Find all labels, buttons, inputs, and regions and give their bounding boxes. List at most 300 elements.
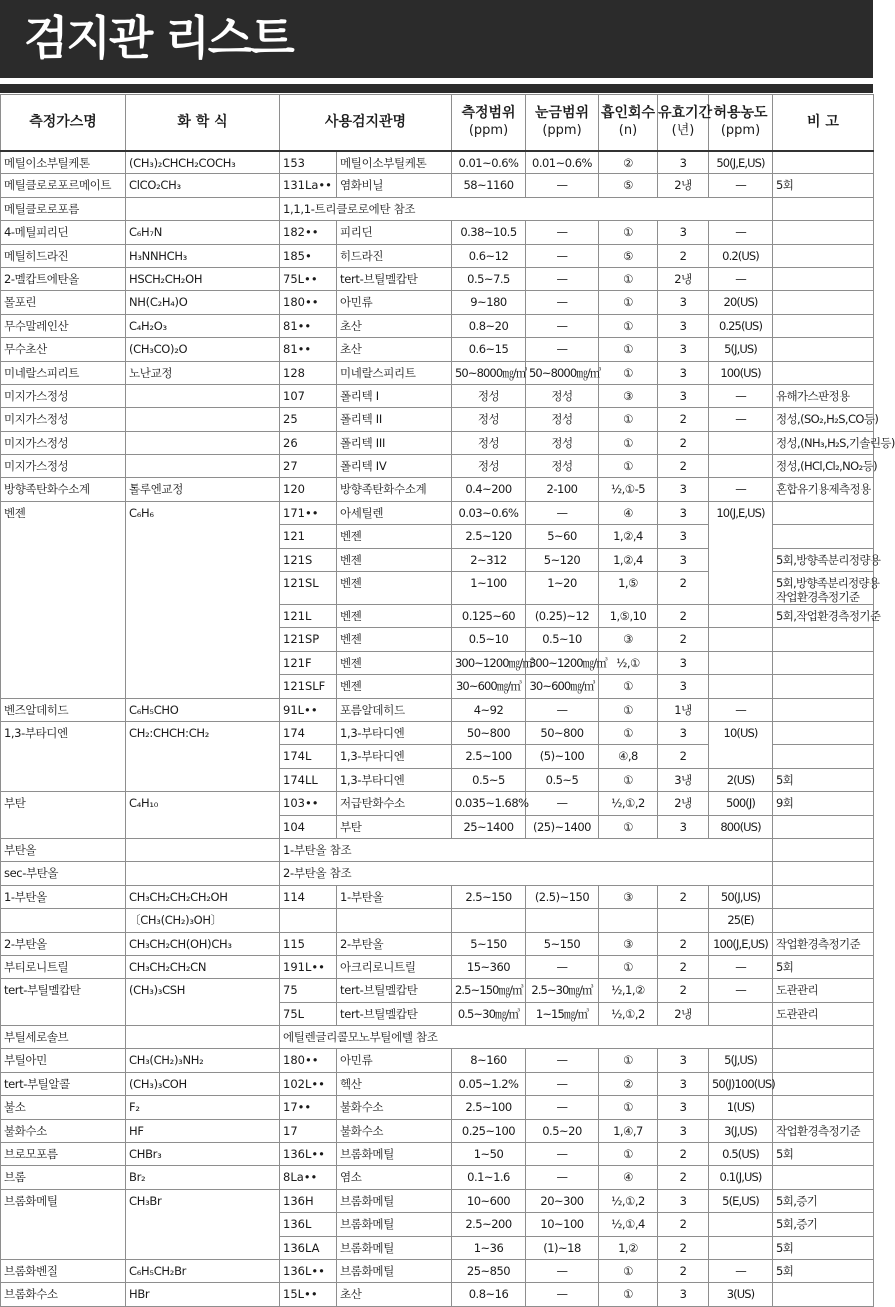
- table-row: [1, 197, 874, 220]
- tlv-cell: —: [709, 478, 773, 501]
- tube-code-cell: 180••: [280, 291, 337, 314]
- gas-name-cell: 부틸아민: [1, 1049, 126, 1072]
- shelf-life-cell: 2: [658, 1259, 709, 1282]
- tlv-cell: 50(J)100(US): [709, 1072, 773, 1095]
- gas-name-cell: 2-멜캅트에탄올: [1, 267, 126, 290]
- tube-name-cell: 폴리텍 II: [337, 408, 452, 431]
- shelf-life-cell: 2: [658, 885, 709, 908]
- gas-name-cell: 부탄올: [1, 838, 126, 861]
- range-cell: 0.38~10.5: [452, 221, 526, 244]
- gas-name-cell: 무수말레인산: [1, 314, 126, 337]
- scale-cell: 30~600㎎/㎥: [526, 675, 599, 698]
- scale-cell: —: [526, 267, 599, 290]
- strokes-cell: ④: [599, 1166, 658, 1189]
- shelf-life-cell: 2냉: [658, 174, 709, 197]
- table-row: [1, 361, 874, 384]
- remarks-cell: 작업환경측정기준: [773, 932, 874, 955]
- strokes-cell: ③: [599, 885, 658, 908]
- tube-name-cell: 아세틸렌: [337, 501, 452, 524]
- tube-code-cell: 153: [280, 151, 337, 174]
- scale-cell: (5)~100: [526, 745, 599, 768]
- range-cell: 0.05~1.2%: [452, 1072, 526, 1095]
- table-row: [1, 501, 874, 524]
- strokes-cell: ①: [599, 721, 658, 744]
- range-cell: 2.5~200: [452, 1213, 526, 1236]
- table-row: [1, 1096, 874, 1119]
- range-cell: 0.6~12: [452, 244, 526, 267]
- tube-name-cell: 염소: [337, 1166, 452, 1189]
- tlv-cell: —: [709, 408, 773, 431]
- formula-cell: HBr: [126, 1283, 280, 1306]
- range-cell: 0.25~100: [452, 1119, 526, 1142]
- gas-name-cell: 브롬: [1, 1166, 126, 1189]
- formula-cell: [126, 838, 280, 861]
- tlv-cell: 3(J,US): [709, 1119, 773, 1142]
- shelf-life-cell: 2: [658, 431, 709, 454]
- gas-name-cell: 브로모포름: [1, 1143, 126, 1166]
- strokes-cell: ①: [599, 955, 658, 978]
- shelf-life-cell: 3: [658, 291, 709, 314]
- header-tlv-unit: (ppm): [720, 123, 761, 139]
- gas-name-cell: tert-부틸알콜: [1, 1072, 126, 1095]
- tlv-cell: [709, 455, 773, 478]
- tube-code-cell: 136L••: [280, 1259, 337, 1282]
- formula-cell: C₆H₅CHO: [126, 698, 280, 721]
- shelf-life-cell: 3: [658, 1096, 709, 1119]
- range-cell: 0.6~15: [452, 338, 526, 361]
- gas-name-cell: 방향족탄화수소계: [1, 478, 126, 501]
- shelf-life-cell: 3: [658, 721, 709, 744]
- tube-code-cell: 103••: [280, 792, 337, 815]
- table-row: [1, 955, 874, 978]
- tlv-cell: 0.5(US): [709, 1143, 773, 1166]
- tube-name-cell: 1,3-부타디엔: [337, 721, 452, 744]
- formula-cell: F₂: [126, 1096, 280, 1119]
- remarks-cell: [773, 1166, 874, 1189]
- formula-cell: CH₃CH₂CH₂CH₂OH: [126, 885, 280, 908]
- range-cell: 정성: [452, 384, 526, 407]
- strokes-cell: ①: [599, 455, 658, 478]
- tlv-cell: —: [709, 698, 773, 721]
- shelf-life-cell: 2: [658, 455, 709, 478]
- formula-cell: (CH₃)₃COH: [126, 1072, 280, 1095]
- formula-cell: [126, 431, 280, 454]
- table-row: [1, 979, 874, 1002]
- formula-cell: [126, 408, 280, 431]
- formula-cell: HF: [126, 1119, 280, 1142]
- range-cell: 0.01~0.6%: [452, 151, 526, 174]
- range-cell: 1~100: [452, 572, 526, 605]
- scale-cell: (0.25)~12: [526, 605, 599, 628]
- tube-name-cell: 헥산: [337, 1072, 452, 1095]
- remarks-cell: 5회,증기: [773, 1213, 874, 1236]
- remarks-line: 작업환경측정기준: [776, 590, 860, 605]
- scale-cell: —: [526, 792, 599, 815]
- table-row: [1, 455, 874, 478]
- tlv-cell: 2(US): [709, 768, 773, 791]
- strokes-cell: ①: [599, 1283, 658, 1306]
- shelf-life-cell: 3: [658, 675, 709, 698]
- tlv-cell: 100(J,E,US): [709, 932, 773, 955]
- scale-cell: 2.5~30㎎/㎥: [526, 979, 599, 1002]
- tube-code-cell: 128: [280, 361, 337, 384]
- strokes-cell: 1,⑤,10: [599, 605, 658, 628]
- scale-cell: —: [526, 314, 599, 337]
- scale-cell: —: [526, 1166, 599, 1189]
- scale-cell: 정성: [526, 455, 599, 478]
- table-row: [1, 1026, 874, 1049]
- scale-cell: 10~100: [526, 1213, 599, 1236]
- tlv-cell: [709, 628, 773, 651]
- shelf-life-cell: 2냉: [658, 1002, 709, 1025]
- header-tlv: [709, 95, 773, 151]
- tube-name-cell: 아민류: [337, 291, 452, 314]
- tube-code-cell: 17••: [280, 1096, 337, 1119]
- range-cell: 0.125~60: [452, 605, 526, 628]
- gas-name-cell: 2-부탄올: [1, 932, 126, 955]
- remarks-cell: [773, 501, 874, 524]
- remarks-cell: [773, 525, 874, 548]
- tube-name-cell: 피리딘: [337, 221, 452, 244]
- tube-name-cell: 불화수소: [337, 1096, 452, 1119]
- tlv-cell: —: [709, 174, 773, 197]
- table-row: [1, 1166, 874, 1189]
- tube-code-cell: 136L: [280, 1213, 337, 1236]
- remarks-cell: [773, 314, 874, 337]
- remarks-cell: [773, 815, 874, 838]
- remarks-cell: 정성,(NH₃,H₂S,기솔린등): [773, 431, 874, 454]
- scale-cell: 0.5~20: [526, 1119, 599, 1142]
- header-scale-unit: (ppm): [542, 123, 582, 139]
- header-strokes-label: 흡인회수: [600, 105, 656, 122]
- scale-cell: (25)~1400: [526, 815, 599, 838]
- table-row: [1, 221, 874, 244]
- shelf-life-cell: 2: [658, 1143, 709, 1166]
- header-shelf-label: 유효기간: [658, 105, 713, 122]
- scale-cell: 2-100: [526, 478, 599, 501]
- tube-name-cell: 벤젠: [337, 572, 452, 605]
- table-row: [1, 291, 874, 314]
- formula-cell: CH₃Br: [126, 1189, 280, 1259]
- header-gas-name: 측정가스명: [1, 95, 126, 151]
- scale-cell: [526, 909, 599, 932]
- header-range: [452, 95, 526, 151]
- tlv-cell: [709, 675, 773, 698]
- formula-cell: CH₃CH₂CH₂CN: [126, 955, 280, 978]
- table-row: [1, 1189, 874, 1212]
- tube-name-cell: 불화수소: [337, 1119, 452, 1142]
- strokes-cell: ①: [599, 267, 658, 290]
- scale-cell: 5~150: [526, 932, 599, 955]
- tube-code-cell: 25: [280, 408, 337, 431]
- tlv-cell: 5(J,US): [709, 338, 773, 361]
- formula-cell: CH₂:CHCH:CH₂: [126, 721, 280, 791]
- tube-name-cell: 폴리텍 III: [337, 431, 452, 454]
- remarks-cell: 정성,(SO₂,H₂S,CO등): [773, 408, 874, 431]
- gas-name-cell: 미지가스정성: [1, 431, 126, 454]
- gas-name-cell: 메틸클로로포름: [1, 197, 126, 220]
- shelf-life-cell: 3: [658, 384, 709, 407]
- strokes-cell: [599, 909, 658, 932]
- gas-name-cell: 미지가스정성: [1, 384, 126, 407]
- table-row: [1, 885, 874, 908]
- strokes-cell: ⑤: [599, 244, 658, 267]
- tlv-cell: [709, 605, 773, 628]
- range-cell: 1~50: [452, 1143, 526, 1166]
- range-cell: 0.4~200: [452, 478, 526, 501]
- gas-name-cell: 불소: [1, 1096, 126, 1119]
- scale-cell: 정성: [526, 384, 599, 407]
- shelf-life-cell: 3: [658, 478, 709, 501]
- remarks-cell: [773, 197, 874, 220]
- range-cell: 0.5~10: [452, 628, 526, 651]
- shelf-life-cell: 3: [658, 314, 709, 337]
- scale-cell: 0.5~10: [526, 628, 599, 651]
- header-shelf: [658, 95, 713, 151]
- strokes-cell: ③: [599, 628, 658, 651]
- scale-cell: (1)~18: [526, 1236, 599, 1259]
- formula-cell: CH₃CH₂CH(OH)CH₃: [126, 932, 280, 955]
- formula-cell: C₆H₅CH₂Br: [126, 1259, 280, 1282]
- header-rule: [0, 84, 873, 93]
- tube-code-cell: 136L••: [280, 1143, 337, 1166]
- shelf-life-cell: 3: [658, 548, 709, 571]
- remarks-cell: [773, 721, 874, 744]
- range-cell: [452, 909, 526, 932]
- scale-cell: —: [526, 1072, 599, 1095]
- strokes-cell: 1,②: [599, 1236, 658, 1259]
- tube-code-cell: 115: [280, 932, 337, 955]
- shelf-life-cell: 2냉: [658, 792, 709, 815]
- tube-name-cell: 초산: [337, 338, 452, 361]
- strokes-cell: ①: [599, 675, 658, 698]
- remarks-cell: [773, 1026, 874, 1049]
- shelf-life-cell: [658, 909, 709, 932]
- remarks-cell: 정성,(HCl,Cl₂,NO₂등): [773, 455, 874, 478]
- table-row: [1, 1283, 874, 1306]
- tlv-cell: 10(US): [709, 721, 773, 768]
- range-cell: 2.5~100: [452, 1096, 526, 1119]
- gas-name-cell: 무수초산: [1, 338, 126, 361]
- scale-cell: —: [526, 1049, 599, 1072]
- tube-code-cell: 136H: [280, 1189, 337, 1212]
- shelf-life-cell: 3: [658, 361, 709, 384]
- remarks-cell: 5회,방향족분리정량용: [773, 548, 874, 571]
- table-row: [1, 174, 874, 197]
- tube-name-cell: 벤젠: [337, 605, 452, 628]
- range-cell: 4~92: [452, 698, 526, 721]
- scale-cell: —: [526, 698, 599, 721]
- tlv-cell: —: [709, 221, 773, 244]
- tube-name-cell: tert-브틸멜캅탄: [337, 979, 452, 1002]
- tlv-cell: 25(E): [709, 909, 773, 932]
- tube-name-cell: 브롬화메틸: [337, 1236, 452, 1259]
- header-scale-label: 눈금범위: [534, 105, 590, 122]
- table-row: [1, 721, 874, 744]
- strokes-cell: ½,①: [599, 651, 658, 674]
- tube-name-cell: 초산: [337, 314, 452, 337]
- strokes-cell: ①: [599, 1049, 658, 1072]
- gas-name-cell: 미지가스정성: [1, 455, 126, 478]
- tube-name-cell: 폴리텍 I: [337, 384, 452, 407]
- remarks-cell: [773, 244, 874, 267]
- range-cell: 0.8~20: [452, 314, 526, 337]
- tube-code-cell: 174L: [280, 745, 337, 768]
- tube-code-cell: 91L••: [280, 698, 337, 721]
- table-row: [1, 698, 874, 721]
- gas-name-cell: 부틸세로솔브: [1, 1026, 126, 1049]
- formula-cell: C₆H₇N: [126, 221, 280, 244]
- tube-code-cell: 174LL: [280, 768, 337, 791]
- tube-name-cell: [337, 909, 452, 932]
- strokes-cell: 1,④,7: [599, 1119, 658, 1142]
- table-row: [1, 1072, 874, 1095]
- shelf-life-cell: 2: [658, 955, 709, 978]
- formula-cell: [126, 197, 280, 220]
- shelf-life-cell: 2: [658, 1166, 709, 1189]
- tube-code-cell: 121F: [280, 651, 337, 674]
- shelf-life-cell: 1냉: [658, 698, 709, 721]
- tlv-cell: [709, 1002, 773, 1025]
- range-cell: 30~600㎎/㎥: [452, 675, 526, 698]
- remarks-cell: [773, 338, 874, 361]
- strokes-cell: ③: [599, 384, 658, 407]
- tlv-cell: 50(J,E,US): [709, 151, 773, 174]
- shelf-life-cell: 3: [658, 1049, 709, 1072]
- shelf-life-cell: 2: [658, 1236, 709, 1259]
- formula-cell: CH₃(CH₂)₃NH₂: [126, 1049, 280, 1072]
- remarks-cell: [773, 572, 880, 605]
- shelf-life-cell: 3: [658, 1283, 709, 1306]
- tube-name-cell: 저급탄화수소: [337, 792, 452, 815]
- tlv-cell: 100(US): [709, 361, 773, 384]
- tlv-cell: 0.25(US): [709, 314, 773, 337]
- gas-name-cell: 1,3-부타디엔: [1, 721, 126, 791]
- formula-cell: 노난교정: [126, 361, 280, 384]
- tube-code-cell: 107: [280, 384, 337, 407]
- header-remarks: 비 고: [773, 95, 874, 151]
- strokes-cell: ①: [599, 221, 658, 244]
- tlv-cell: 5(J,US): [709, 1049, 773, 1072]
- tlv-cell: 0.2(US): [709, 244, 773, 267]
- tube-name-cell: 2-부탄올: [337, 932, 452, 955]
- table-row: [1, 151, 874, 174]
- strokes-cell: ½,①,2: [599, 1002, 658, 1025]
- formula-cell: (CH₃CO)₂O: [126, 338, 280, 361]
- remarks-cell: [773, 838, 874, 861]
- range-cell: 0.5~30㎎/㎥: [452, 1002, 526, 1025]
- gas-name-cell: 미지가스정성: [1, 408, 126, 431]
- header-tube: 사용검지관명: [280, 95, 452, 151]
- scale-cell: 300~1200㎎/㎥: [526, 651, 599, 674]
- remarks-cell: [773, 628, 874, 651]
- range-cell: 9~180: [452, 291, 526, 314]
- gas-name-cell: 불화수소: [1, 1119, 126, 1142]
- shelf-life-cell: 3: [658, 1119, 709, 1142]
- remarks-cell: 9회: [773, 792, 874, 815]
- range-cell: 0.03~0.6%: [452, 501, 526, 524]
- strokes-cell: ①: [599, 768, 658, 791]
- table-header-row: [1, 95, 874, 151]
- reference-cell: 에틸렌글리콜모노부틸에텔 참조: [280, 1026, 773, 1049]
- remarks-cell: [773, 1072, 874, 1095]
- tube-code-cell: 174: [280, 721, 337, 744]
- header-tlv-label: 허용농도: [713, 105, 768, 122]
- gas-name-cell: 브롬화수소: [1, 1283, 126, 1306]
- shelf-life-cell: 3: [658, 525, 709, 548]
- shelf-life-cell: 3: [658, 1072, 709, 1095]
- shelf-life-cell: 2: [658, 979, 709, 1002]
- range-cell: 25~850: [452, 1259, 526, 1282]
- tube-code-cell: 114: [280, 885, 337, 908]
- remarks-cell: 도관관리: [773, 979, 874, 1002]
- scale-cell: 1~15㎎/㎥: [526, 1002, 599, 1025]
- gas-name-cell: 부티로니트릴: [1, 955, 126, 978]
- tube-code-cell: 75: [280, 979, 337, 1002]
- formula-cell: [126, 384, 280, 407]
- remarks-cell: [773, 862, 874, 885]
- tube-code-cell: 75L: [280, 1002, 337, 1025]
- tube-code-cell: 131La••: [280, 174, 337, 197]
- remarks-cell: 5회,증기: [773, 1189, 874, 1212]
- shelf-life-cell: 3: [658, 651, 709, 674]
- tube-code-cell: 185•: [280, 244, 337, 267]
- page-title: 검지관 리스트: [24, 11, 293, 65]
- header-range-unit: (ppm): [468, 123, 509, 139]
- table-row: [1, 244, 874, 267]
- tube-name-cell: 초산: [337, 1283, 452, 1306]
- formula-cell: C₆H₆: [126, 501, 280, 698]
- shelf-life-cell: 3: [658, 221, 709, 244]
- gas-detector-table: [0, 94, 895, 1307]
- remarks-cell: [773, 651, 874, 674]
- strokes-cell: ③: [599, 932, 658, 955]
- range-cell: 2~312: [452, 548, 526, 571]
- tlv-cell: —: [709, 384, 773, 407]
- tlv-cell: [709, 651, 773, 674]
- shelf-life-cell: 2냉: [658, 267, 709, 290]
- shelf-life-cell: 3: [658, 815, 709, 838]
- remarks-cell: 유해가스판정용: [773, 384, 874, 407]
- shelf-life-cell: 3: [658, 151, 709, 174]
- tlv-cell: —: [709, 267, 773, 290]
- remarks-cell: 5회: [773, 955, 874, 978]
- tube-name-cell: 염화비닐: [337, 174, 452, 197]
- strokes-cell: ②: [599, 1072, 658, 1095]
- remarks-cell: 5회: [773, 174, 874, 197]
- range-cell: 58~1160: [452, 174, 526, 197]
- gas-name-cell: 부탄: [1, 792, 126, 839]
- tube-code-cell: 81••: [280, 338, 337, 361]
- remarks-cell: [773, 885, 874, 908]
- strokes-cell: ½,①,2: [599, 792, 658, 815]
- range-cell: 0.1~1.6: [452, 1166, 526, 1189]
- tlv-cell: 50(J,US): [709, 885, 773, 908]
- strokes-cell: ①: [599, 361, 658, 384]
- gas-name-cell: sec-부탄올: [1, 862, 126, 885]
- strokes-cell: 1,②,4: [599, 548, 658, 571]
- table-row: [1, 408, 874, 431]
- remarks-cell: [773, 151, 874, 174]
- header-shelf-unit: (년): [671, 123, 695, 139]
- tlv-cell: 5(E,US): [709, 1189, 773, 1212]
- scale-cell: 5~60: [526, 525, 599, 548]
- tube-name-cell: 1-부탄올: [337, 885, 452, 908]
- tube-code-cell: 17: [280, 1119, 337, 1142]
- table-row: [1, 1119, 874, 1142]
- formula-cell: [126, 455, 280, 478]
- remarks-cell: [773, 291, 874, 314]
